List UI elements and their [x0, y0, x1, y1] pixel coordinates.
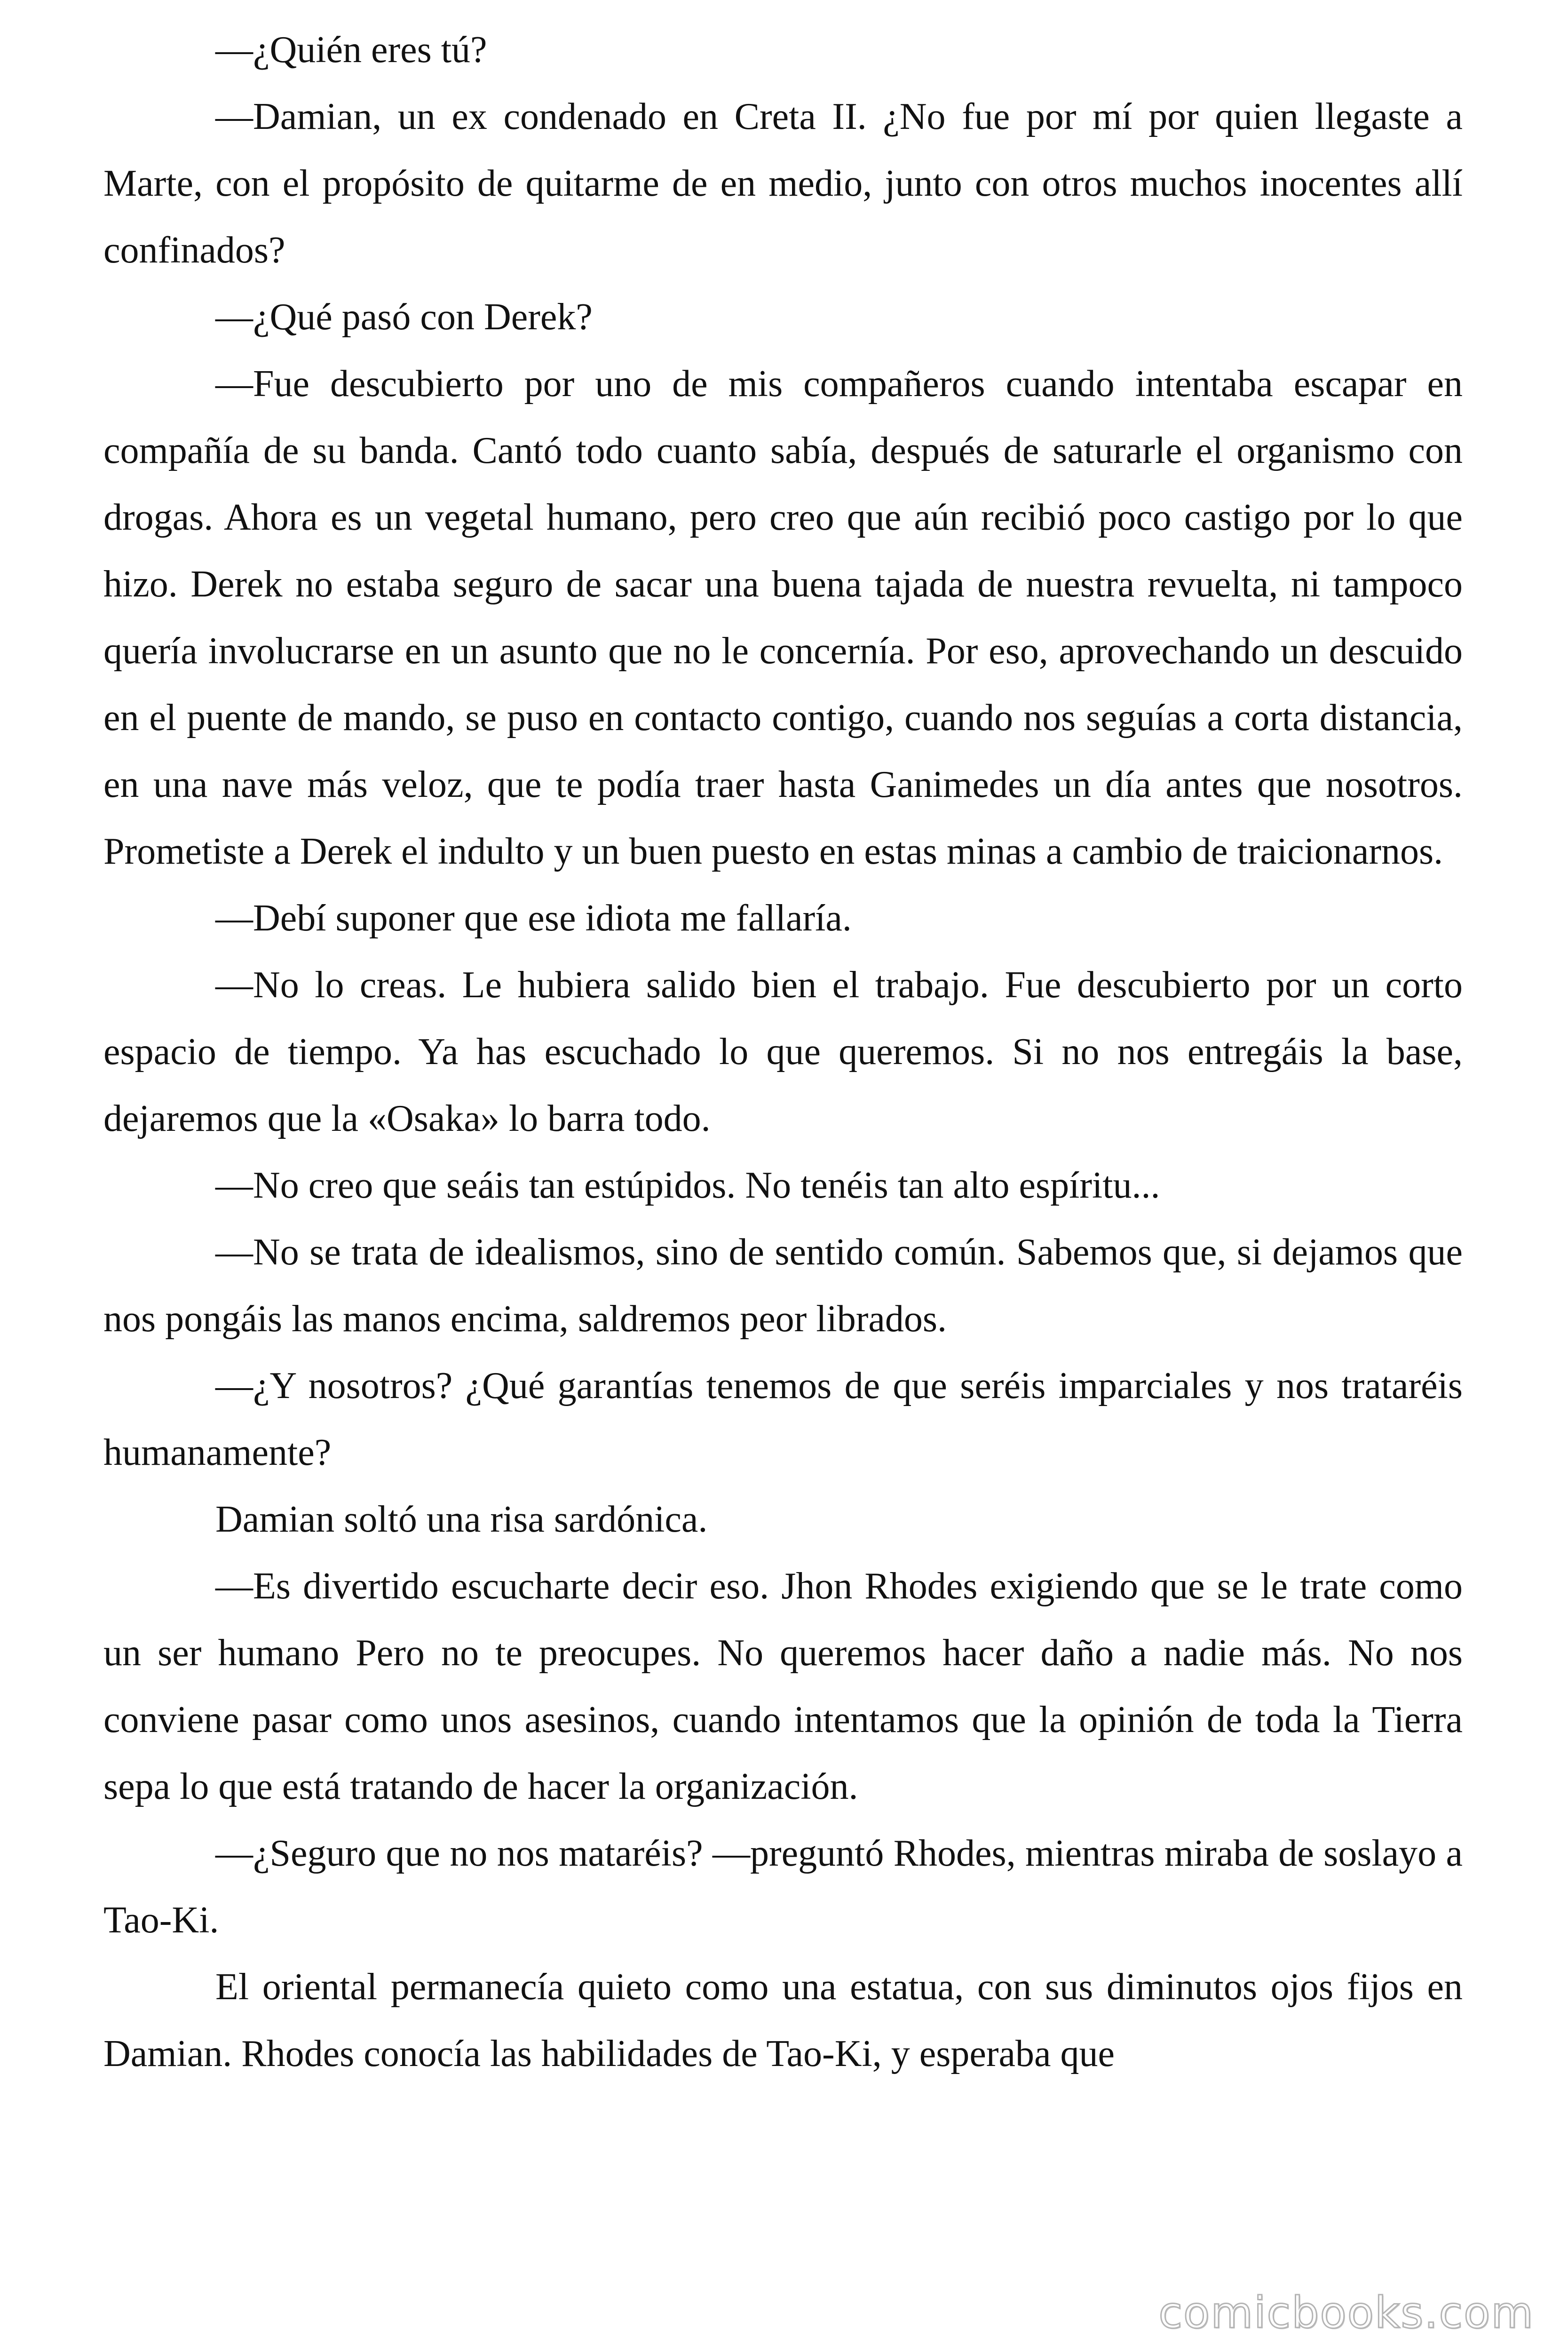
paragraph-7: —No creo que seáis tan estúpidos. No tenéis tan alto espíritu... — [215, 1165, 1160, 1206]
paragraph-11: —Es divertido escucharte decir eso. Jhon Rhodes exigiendo que se le trate como un ser humano Pero no te preocupes. No queremos hacer daño a nadie más. No nos conviene pasar como unos asesinos, cuando intentamos que la opinión de toda la Tierra sepa lo que está tratando de hacer la organización. — [103, 1565, 1463, 1807]
paragraph-6: —No lo creas. Le hubiera salido bien el trabajo. Fue descubierto por un corto espacio de tiempo. Ya has escuchado lo que queremos. Si no nos entregáis la base, dejaremos que la «Osaka» lo barra todo. — [103, 964, 1463, 1139]
paragraph-3: —¿Qué pasó con Derek? — [215, 296, 593, 338]
paragraph-10: Damian soltó una risa sardónica. — [215, 1499, 708, 1540]
paragraph-2: —Damian, un ex condenado en Creta II. ¿No fue por mí por quien llegaste a Marte, con el propósito de quitarme de en medio, junto con otros muchos inocentes allí confinados? — [103, 96, 1463, 271]
paragraph-12: —¿Seguro que no nos mataréis? —preguntó Rhodes, mientras miraba de soslayo a Tao-Ki. — [103, 1833, 1463, 1941]
watermark: comicbooks.com — [1158, 2288, 1534, 2338]
paragraph-4: —Fue descubierto por uno de mis compañeros cuando intentaba escapar en compañía de su banda. Cantó todo cuanto sabía, después de saturarle el organismo con drogas. Ahora es un vegetal humano, pero creo que aún recibió poco castigo por lo que hizo. Derek no estaba seguro de sacar una buena tajada de nuestra revuelta, ni tampoco quería involucrarse en un asunto que no le concernía. Por eso, aprovechando un descuido en el puente de mando, se puso en contacto contigo, cuando nos seguías a corta distancia, en una nave más veloz, que te podía traer hasta Ganimedes un día antes que nosotros. Prometiste a Derek el indulto y un buen puesto en estas minas a cambio de traicionarnos. — [103, 363, 1463, 872]
paragraph-5: —Debí suponer que ese idiota me fallaría. — [215, 898, 852, 939]
paragraph-9: —¿Y nosotros? ¿Qué garantías tenemos de que seréis imparciales y nos trataréis humanamente? — [103, 1365, 1463, 1473]
paragraph-1: —¿Quién eres tú? — [215, 29, 487, 71]
paragraph-8: —No se trata de idealismos, sino de sentido común. Sabemos que, si dejamos que nos pongáis las manos encima, saldremos peor librados. — [103, 1232, 1463, 1340]
book-page-text — [103, 16, 1463, 2087]
paragraph-13: El oriental permanecía quieto como una estatua, con sus diminutos ojos fijos en Damian. Rhodes conocía las habilidades de Tao-Ki, y esperaba que — [103, 1966, 1463, 2074]
